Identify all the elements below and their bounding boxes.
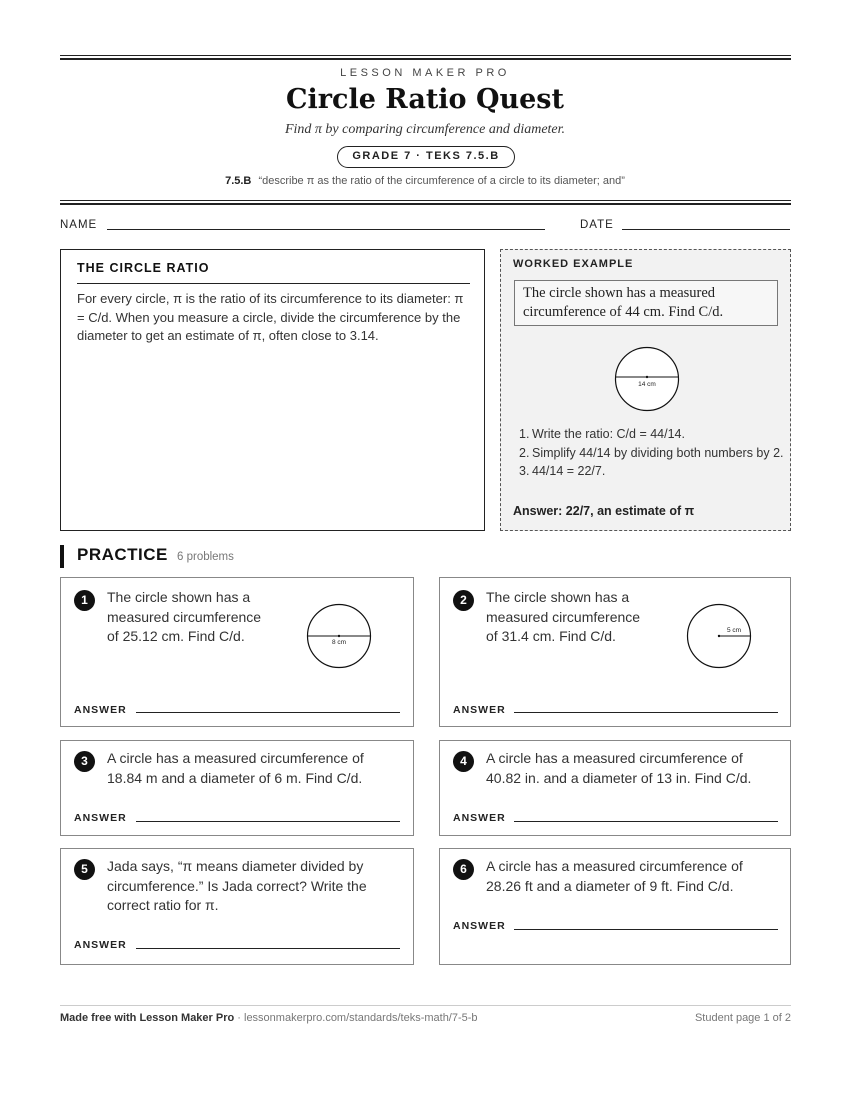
top-rule xyxy=(60,55,791,56)
worked-example-title: WORKED EXAMPLE xyxy=(513,258,634,270)
practice-accent-bar xyxy=(60,545,64,568)
problem-circle-diagram xyxy=(306,603,372,669)
answer-field[interactable] xyxy=(514,821,778,822)
answer-label: ANSWER xyxy=(453,704,506,716)
problem-text: A circle has a measured circumference of 40.82 in. and a diameter of 13 in. Find C/d. xyxy=(486,750,752,786)
name-label: NAME xyxy=(60,219,98,231)
brand-name: LESSON MAKER PRO xyxy=(340,67,510,79)
problem-card-1 xyxy=(60,577,414,727)
answer-field[interactable] xyxy=(136,712,400,713)
step-number: 1. xyxy=(519,427,530,441)
standard-line xyxy=(0,175,850,187)
answer-label: ANSWER xyxy=(74,704,127,716)
header-bottom-rule xyxy=(60,200,791,201)
radius-label: 5 cm xyxy=(726,627,742,634)
problem-number: 4 xyxy=(453,751,474,772)
answer-label: ANSWER xyxy=(74,812,127,824)
center-point xyxy=(718,635,720,637)
problem-number: 2 xyxy=(453,590,474,611)
step-item xyxy=(519,444,785,463)
circle-outline xyxy=(616,348,679,411)
answer-field[interactable] xyxy=(514,929,778,930)
worked-example-steps xyxy=(519,425,785,481)
worked-example-circle-diagram xyxy=(614,346,680,412)
date-label: DATE xyxy=(580,219,614,231)
problem-number: 6 xyxy=(453,859,474,880)
problem-card-4 xyxy=(439,740,791,836)
standard-text: “describe π as the ratio of the circumference of a circle to its diameter; and” xyxy=(258,175,625,187)
worked-example-answer: Answer: 22/7, an estimate of π xyxy=(513,504,695,518)
circle-ratio-box xyxy=(60,249,485,531)
center-point xyxy=(646,376,648,378)
answer-label: ANSWER xyxy=(453,812,506,824)
answer-label: ANSWER xyxy=(453,920,506,932)
step-number: 2. xyxy=(519,445,530,460)
problem-text: Jada says, “π means diameter divided by circumference.” Is Jada correct? Write the correct ratio for π. xyxy=(107,858,367,913)
footer-credit xyxy=(60,1012,478,1024)
step-item xyxy=(519,425,785,444)
problem-text: A circle has a measured circumference of 18.84 m and a diameter of 6 m. Find C/d. xyxy=(107,750,364,786)
step-text: 44/14 = 22/7. xyxy=(532,464,606,478)
page-title: Circle Ratio Quest xyxy=(286,84,564,115)
diameter-label: 14 cm xyxy=(638,381,656,388)
date-field[interactable] xyxy=(622,229,790,230)
step-item xyxy=(519,462,785,481)
problem-number: 5 xyxy=(74,859,95,880)
problem-card-2 xyxy=(439,577,791,727)
answer-label: ANSWER xyxy=(74,939,127,951)
problem-number: 3 xyxy=(74,751,95,772)
step-text: Write the ratio: C/d = 44/14. xyxy=(532,427,685,441)
circle-ratio-divider xyxy=(77,283,470,284)
circle-ratio-body: For every circle, π is the ratio of its circumference to its diameter: π = C/d. When you measure a circle, divide the circumference by the diameter to get an estimate of π, often close to 3.14. xyxy=(77,291,464,343)
name-field[interactable] xyxy=(107,229,545,230)
footer-rule xyxy=(60,1005,791,1006)
step-number: 3. xyxy=(519,464,530,478)
page-number: Student page 1 of 2 xyxy=(694,1012,791,1024)
grade-badge: GRADE 7 · TEKS 7.5.B xyxy=(337,146,515,168)
page-subtitle: Find π by comparing circumference and diameter. xyxy=(284,122,566,137)
problem-card-6 xyxy=(439,848,791,965)
answer-field[interactable] xyxy=(136,821,400,822)
problem-card-5 xyxy=(60,848,414,965)
answer-field[interactable] xyxy=(514,712,778,713)
circle-ratio-title: THE CIRCLE RATIO xyxy=(77,261,210,275)
problem-text: The circle shown has a measured circumference of 25.12 cm. Find C/d. xyxy=(107,589,262,644)
footer-made-with: Made free with Lesson Maker Pro xyxy=(60,1012,235,1024)
problem-circle-diagram xyxy=(686,603,752,669)
answer-field[interactable] xyxy=(136,948,400,949)
step-text: Simplify 44/14 by dividing both numbers by 2. xyxy=(532,445,784,460)
problem-card-3 xyxy=(60,740,414,836)
problem-text: A circle has a measured circumference of 28.26 ft and a diameter of 9 ft. Find C/d. xyxy=(486,858,743,894)
practice-count: 6 problems xyxy=(177,551,234,563)
footer-link[interactable]: · lessonmakerpro.com/standards/teks-math/7-5-b xyxy=(237,1012,478,1024)
problem-text: The circle shown has a measured circumference of 31.4 cm. Find C/d. xyxy=(486,589,641,644)
center-point xyxy=(338,635,340,637)
problem-number: 1 xyxy=(74,590,95,611)
worked-example-question: The circle shown has a measured circumference of 44 cm. Find C/d. xyxy=(514,280,778,326)
standard-code: 7.5.B xyxy=(225,175,252,187)
diameter-label: 8 cm xyxy=(331,639,347,646)
worked-example-box xyxy=(500,249,791,531)
practice-title: PRACTICE xyxy=(77,545,168,564)
